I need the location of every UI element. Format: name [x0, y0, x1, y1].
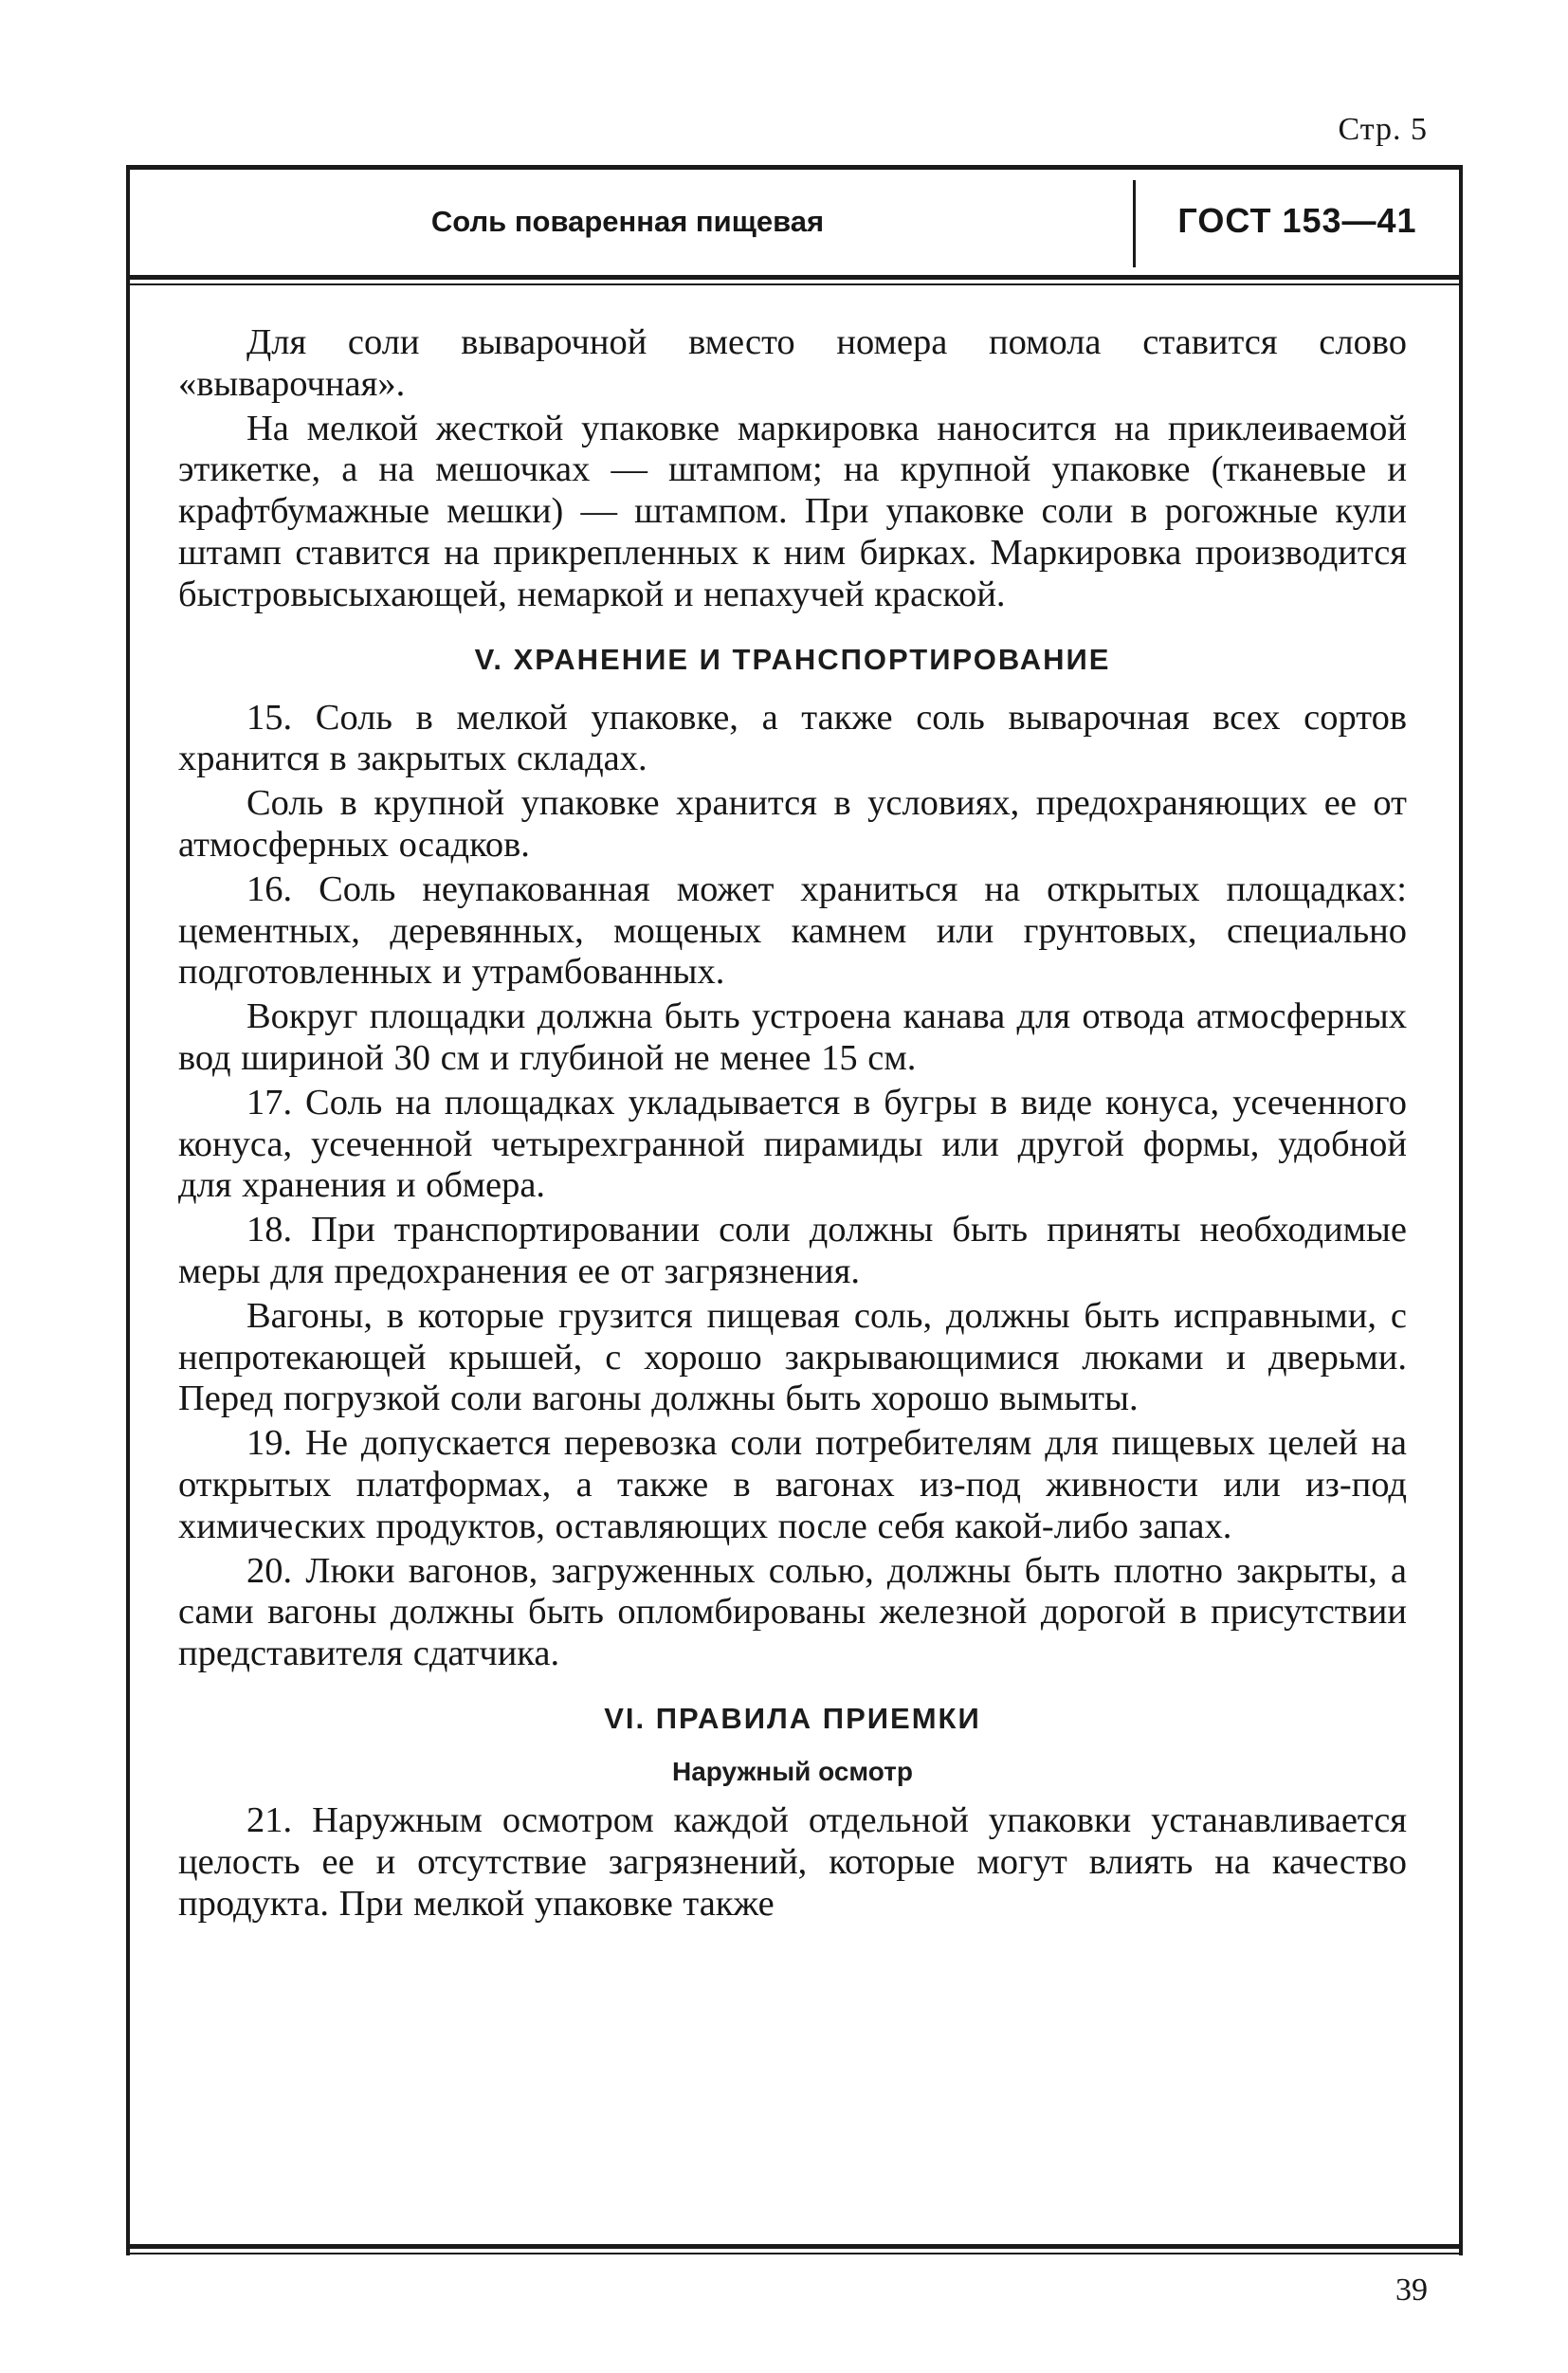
paragraph: 16. Соль неупакованная может храниться на открытых площадках: цементных, деревянных, мощеных камнем или грунтовых, специально подготовленных и утрамбованных. — [178, 868, 1407, 993]
paragraph: 19. Не допускается перевозка соли потребителям для пищевых целей на открытых платформах, а также в вагонах из-под живности или из-под химических продуктов, оставляющих после себя какой-либо запах. — [178, 1423, 1407, 1546]
paragraph: На мелкой жесткой упаковке маркировка наносится на приклеиваемой этикетке, а на мешочках — штампом; на крупной упаковке (тканевые и крафтбумажные мешки) — штампом. При упаковке соли в рогожные кули штамп ставится на прикрепленных к ним бирках. Маркировка производится быстровысыхающей, немаркой и непахучей краской. — [178, 408, 1407, 614]
paragraph: 15. Соль в мелкой упаковке, а также соль выварочная всех сортов хранится в закрытых складах. — [178, 697, 1407, 779]
paragraph: Для соли выварочной вместо номера помола ставится слово «выварочная». — [178, 322, 1407, 404]
page-number: 39 — [1395, 2273, 1428, 2308]
header-top-rule — [126, 165, 1463, 170]
header-bottom-thin-rule — [126, 283, 1463, 285]
header-bottom-rule — [126, 275, 1463, 280]
header-gost-number: ГОСТ 153—41 — [1177, 201, 1417, 240]
header-title: Соль поваренная пищевая — [430, 205, 825, 238]
paragraph: Соль в крупной упаковке хранится в условиях, предохраняющих ее от атмосферных осадков. — [178, 783, 1407, 865]
page-body — [178, 322, 1407, 1927]
footer-thin-rule — [126, 2253, 1463, 2254]
section-heading: VI. ПРАВИЛА ПРИЕМКИ — [604, 1701, 981, 1735]
paragraph: Вагоны, в которые грузится пищевая соль, должны быть исправными, с непротекающей крышей, с хорошо закрывающимися люками и дверьми. Перед погрузкой соли вагоны должны быть хорошо вымыты. — [178, 1295, 1407, 1419]
paragraph: 18. При транспортировании соли должны быть приняты необходимые меры для предохранения ее от загрязнения. — [178, 1210, 1407, 1291]
paragraph: Вокруг площадки должна быть устроена канава для отвода атмосферных вод шириной 30 см и глубиной не менее 15 см. — [178, 996, 1407, 1078]
page-label: Стр. 5 — [1338, 112, 1428, 147]
paragraph: 20. Люки вагонов, загруженных солью, должны быть плотно закрыты, а сами вагоны должны быть опломбированы железной дорогой в присутствии представителя сдатчика. — [178, 1550, 1407, 1674]
paragraph: 21. Наружным осмотром каждой отдельной упаковки устанавливается целость ее и отсутствие загрязнений, которые могут влиять на качество продукта. При мелкой упаковке также — [178, 1799, 1407, 1924]
section-heading: V. ХРАНЕНИЕ И ТРАНСПОРТИРОВАНИЕ — [474, 642, 1111, 676]
footer-rule — [126, 2244, 1463, 2249]
sub-heading: Наружный осмотр — [672, 1756, 913, 1786]
paragraph: 17. Соль на площадках укладывается в бугры в виде конуса, усеченного конуса, усеченной четырехгранной пирамиды или другой формы, удобной для хранения и обмера. — [178, 1082, 1407, 1206]
